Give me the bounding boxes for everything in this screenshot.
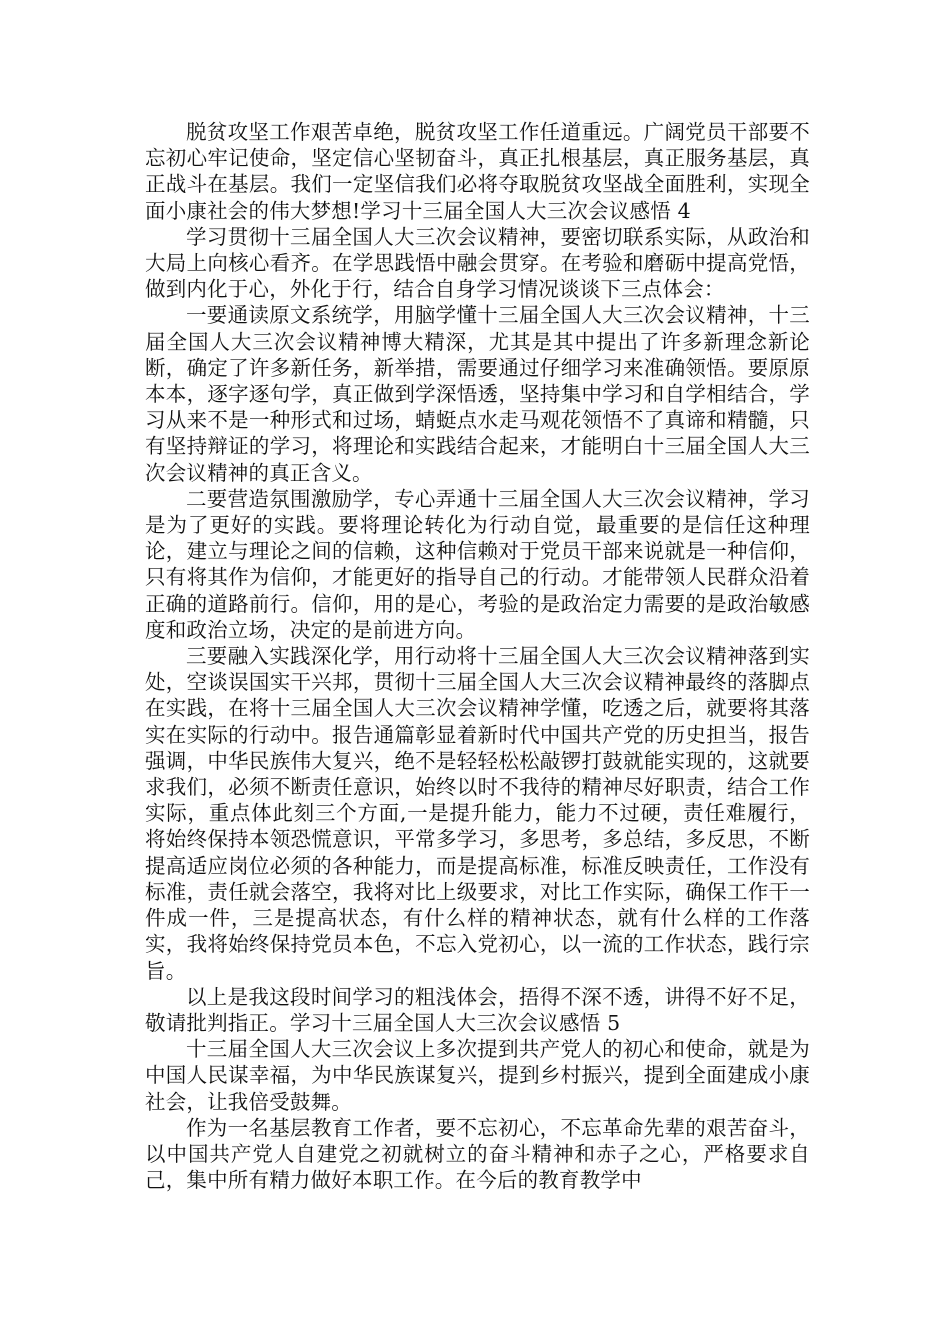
paragraph-6: [145, 984, 810, 1036]
paragraph-text: 二要营造氛围激励学，专心弄通十三届全国人大三次会议精神，学习是为了更好的实践。要将理论转化为行动自觉，最重要的是信任这种理论，建立与理论之间的信赖，这种信赖对于党员干部来说就是一种信仰，只有将其作为信仰，才能更好的指导自己的行动。才能带领人民群众沿着正确的道路前行。信仰，用的是心，考验的是政治定力需要的是政治敏感度和政治立场，决定的是前进方向。: [145, 486, 810, 642]
paragraph-text: 作为一名基层教育工作者，要不忘初心，不忘革命先辈的艰苦奋斗，以中国共产党人自建党之初就树立的奋斗精神和赤子之心，严格要求自己，集中所有精力做好本职工作。在今后的教育教学中: [145, 1115, 810, 1193]
paragraph-5: [145, 643, 810, 984]
paragraph-text: 三要融入实践深化学，用行动将十三届全国人大三次会议精神落到实处，空谈误国实干兴邦，贯彻十三届全国人大三次会议精神最终的落脚点在实践，在将十三届全国人大三次会议精神学懂，吃透之后，就要将其落实在实际的行动中。报告通篇彰显着新时代中国共产党的历史担当，报告强调，中华民族伟大复兴，绝不是轻轻松松敲锣打鼓就能实现的，这就要求我们，必须不断责任意识，始终以时不我待的精神尽好职责，结合工作实际，重点体此刻三个方面,一是提升能力，能力不过硬，责任难履行，将始终保持本领恐慌意识，平常多学习，多思考，多总结，多反思，不断提高适应岗位必须的各种能力，而是提高标准，标准反映责任，工作没有标准，责任就会落空，我将对比上级要求，对比工作实际，确保工作干一件成一件，三是提高状态，有什么样的精神状态，就有什么样的工作落实，我将始终保持党员本色，不忘入党初心，以一流的工作状态，践行宗旨。: [145, 644, 810, 983]
paragraph-3: [145, 302, 810, 485]
document-body: [145, 119, 810, 1193]
paragraph-7: [145, 1036, 810, 1115]
paragraph-2: [145, 224, 810, 303]
paragraph-text: 以上是我这段时间学习的粗浅体会，捂得不深不透，讲得不好不足，敬请批判指正。学习十三届全国人大三次会议感悟 5: [145, 984, 810, 1035]
paragraph-text: 脱贫攻坚工作艰苦卓绝，脱贫攻坚工作任道重远。广阔党员干部要不忘初心牢记使命，坚定信心坚韧奋斗，真正扎根基层，真正服务基层，真正战斗在基层。我们一定坚信我们必将夺取脱贫攻坚战全面胜利，实现全面小康社会的伟大梦想!学习十三届全国人大三次会议感悟 4: [145, 120, 810, 223]
paragraph-8: [145, 1115, 810, 1194]
paragraph-text: 学习贯彻十三届全国人大三次会议精神，要密切联系实际，从政治和大局上向核心看齐。在学思践悟中融会贯穿。在考验和磨砺中提高党悟，做到内化于心，外化于行，结合自身学习情况谈谈下三点体会：: [145, 224, 810, 302]
paragraph-text: 十三届全国人大三次会议上多次提到共产党人的初心和使命，就是为中国人民谋幸福，为中华民族谋复兴，提到乡村振兴，提到全面建成小康社会，让我倍受鼓舞。: [145, 1037, 810, 1114]
paragraph-1: [145, 119, 810, 224]
paragraph-4: [145, 486, 810, 643]
paragraph-text: 一要通读原文系统学，用脑学懂十三届全国人大三次会议精神，十三届全国人大三次会议精神博大精深，尤其是其中提出了许多新理念新论断，确定了许多新任务，新举措，需要通过仔细学习来准确领悟。要原原本本，逐字逐句学，真正做到学深悟透，坚持集中学习和自学相结合，学习从来不是一种形式和过场，蜻蜓点水走马观花领悟不了真谛和精髓，只有坚持辩证的学习，将理论和实践结合起来，才能明白十三届全国人大三次会议精神的真正含义。: [145, 303, 810, 485]
